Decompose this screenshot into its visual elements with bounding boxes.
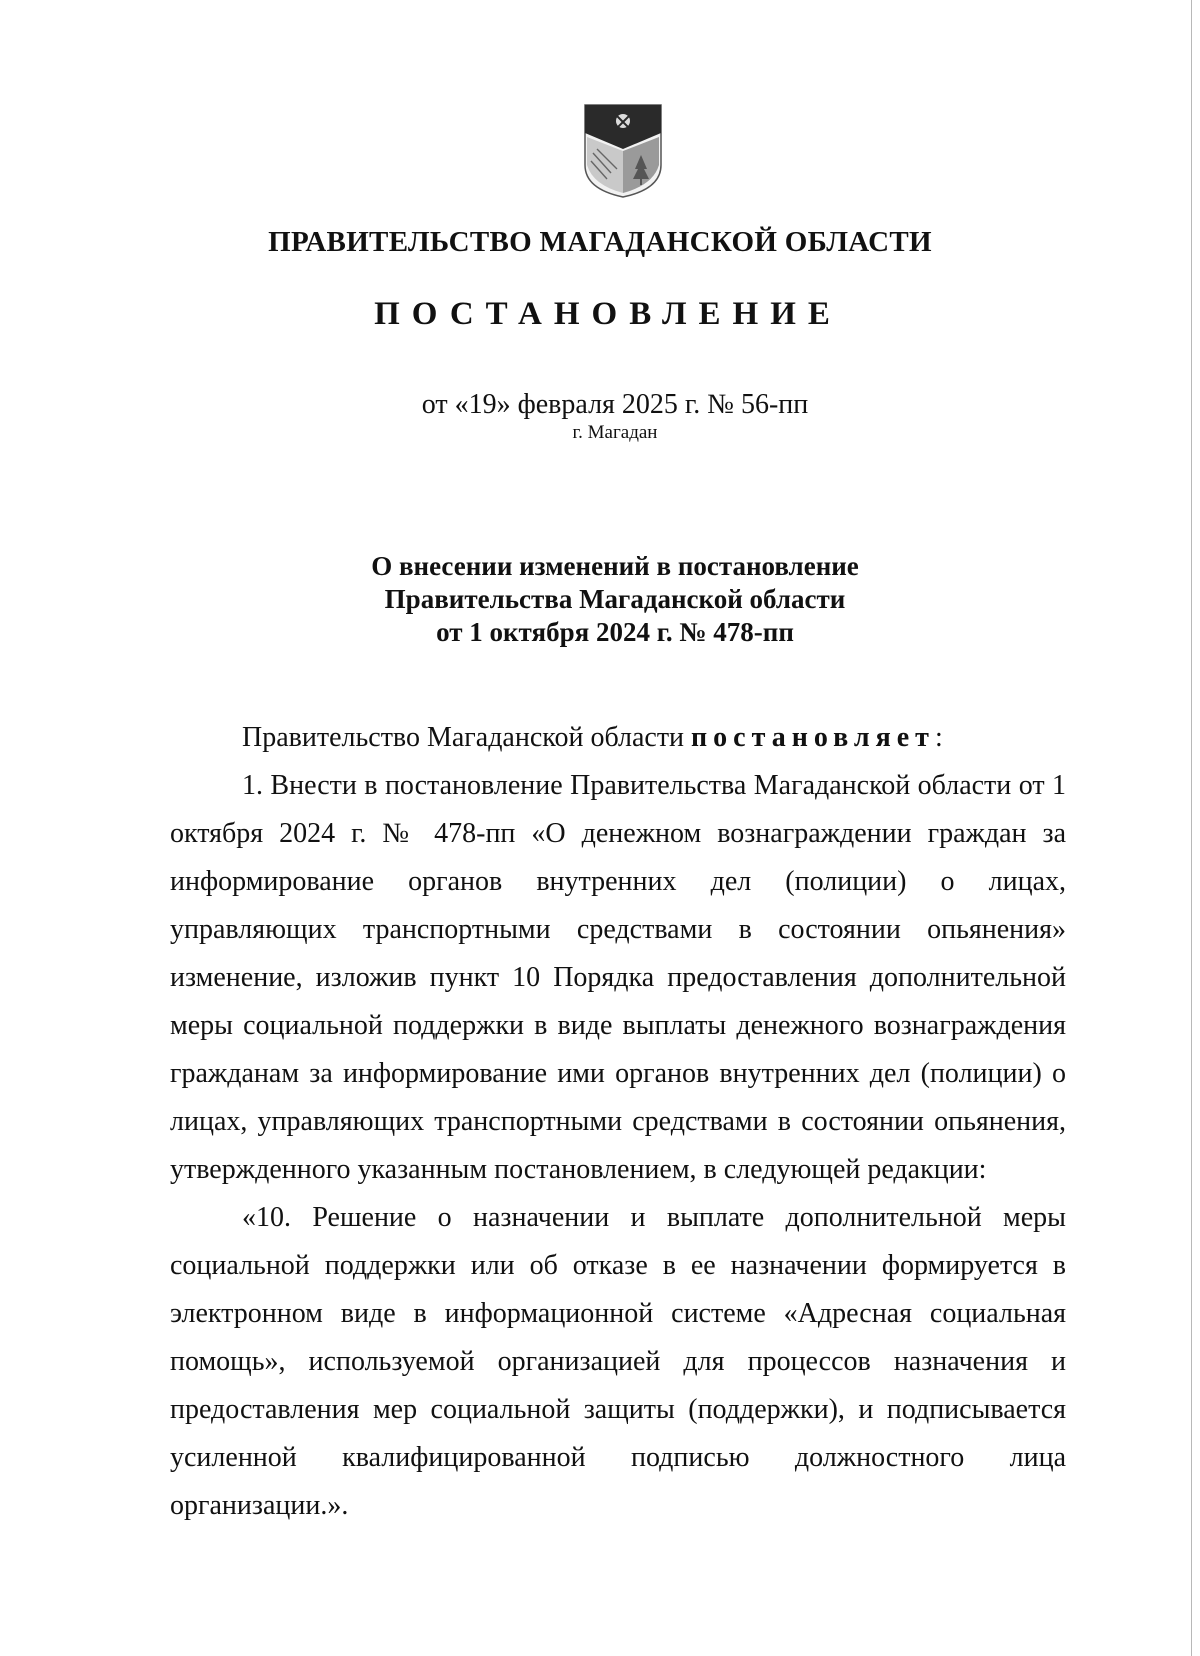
magadan-region-coat-of-arms-icon [583,103,663,199]
preamble-verb: постановляет [691,722,935,753]
subject-line: Правительства Магаданской области [384,584,846,614]
document-body [170,714,1066,1530]
subject-line: О внесении изменений в постановление [371,551,859,581]
subject-line: от 1 октября 2024 г. № 478-пп [436,617,794,647]
document-date-number: от «19» февраля 2025 г. № 56-пп [421,389,809,420]
preamble-text: Правительство Магаданской области [242,722,685,753]
paragraph-2: «10. Решение о назначении и выплате дополнительной меры социальной поддержки или об отказе в ее назначении формируется в электронном виде в информационной системе «Адресная социальная помощь», используемой организацией для процессов назначения и предоставления мер социальной защиты (поддержки), и подписывается усиленной квалифицированной подписью должностного лица организации.». [170,1202,1066,1521]
document-subject [0,550,1200,649]
paragraph-1: 1. Внести в постановление Правительства Магаданской области от 1 октября 2024 г. № 478-пп «О денежном вознаграждении граждан за информирование органов внутренних дел (полиции) о лицах, управляющих транспортными средствами в состоянии опьянения» изменение, изложив пункт 10 Порядка предоставления дополнительной меры социальной поддержки в виде выплаты денежного вознаграждения гражданам за информирование ими органов внутренних дел (полиции) о лицах, управляющих транспортными средствами в состоянии опьянения, утвержденного указанным постановлением, в следующей редакции: [170,770,1066,1185]
preamble-colon: : [934,722,943,753]
preamble-paragraph [170,714,1066,762]
organization-title: ПРАВИТЕЛЬСТВО МАГАДАНСКОЙ ОБЛАСТИ [268,226,932,258]
document-city: г. Магадан [572,422,658,443]
document-type-title: ПОСТАНОВЛЕНИЕ [374,296,842,332]
